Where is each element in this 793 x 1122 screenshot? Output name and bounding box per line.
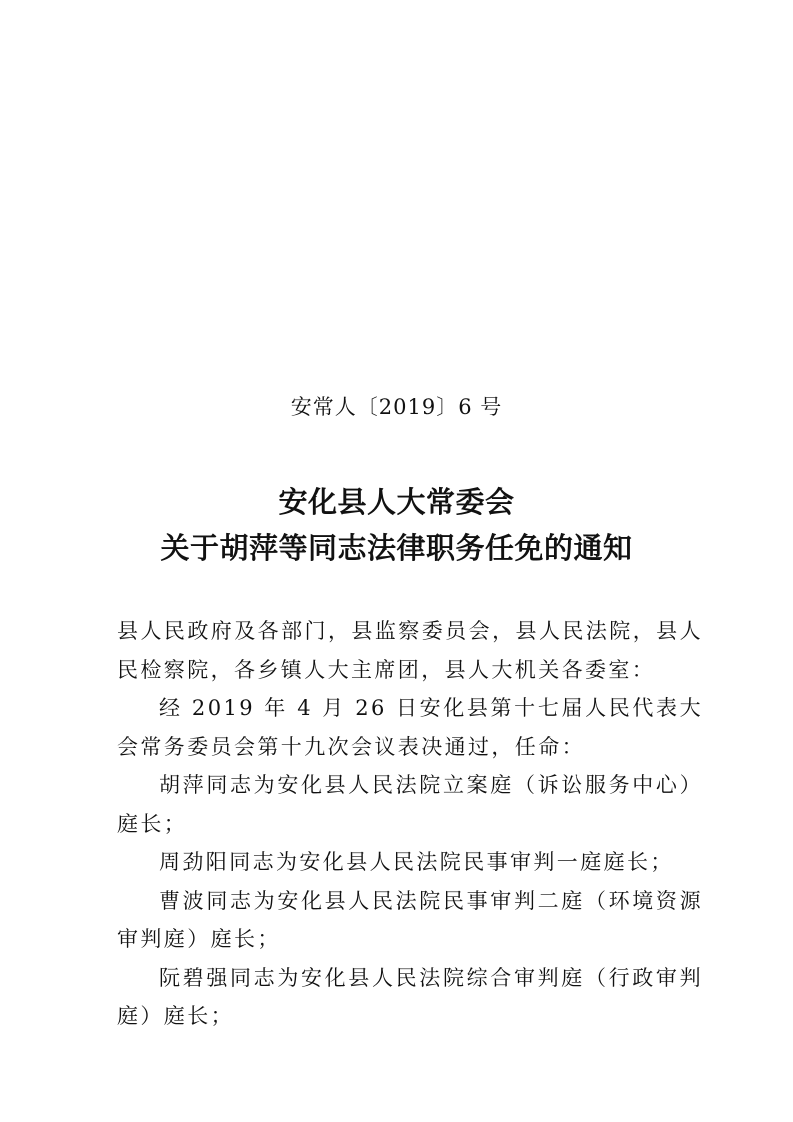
recipients-paragraph: 县人民政府及各部门，县监察委员会，县人民法院，县人民检察院，各乡镇人大主席团，县人大机关各委室： xyxy=(117,619,703,682)
appointment-item: 阮碧强同志为安化县人民法院综合审判庭（行政审判庭）庭长； xyxy=(117,965,703,1028)
document-number: 安常人〔2019〕6 号 xyxy=(290,395,503,419)
appointment-item: 周劲阳同志为安化县人民法院民事审判一庭庭长； xyxy=(159,850,674,874)
appointment-item: 曹波同志为安化县人民法院民事审判二庭（环境资源审判庭）庭长； xyxy=(117,888,703,951)
document-title-line-2: 关于胡萍等同志法律职务任免的通知 xyxy=(160,531,633,565)
appointment-item: 胡萍同志为安化县人民法院立案庭（诉讼服务中心）庭长； xyxy=(117,773,703,836)
document-body xyxy=(117,612,703,1036)
intro-paragraph: 经 2019 年 4 月 26 日安化县第十七届人民代表大会常务委员会第十九次会议表决通过，任命： xyxy=(117,696,703,759)
document-title-line-1: 安化县人大常委会 xyxy=(278,485,515,519)
